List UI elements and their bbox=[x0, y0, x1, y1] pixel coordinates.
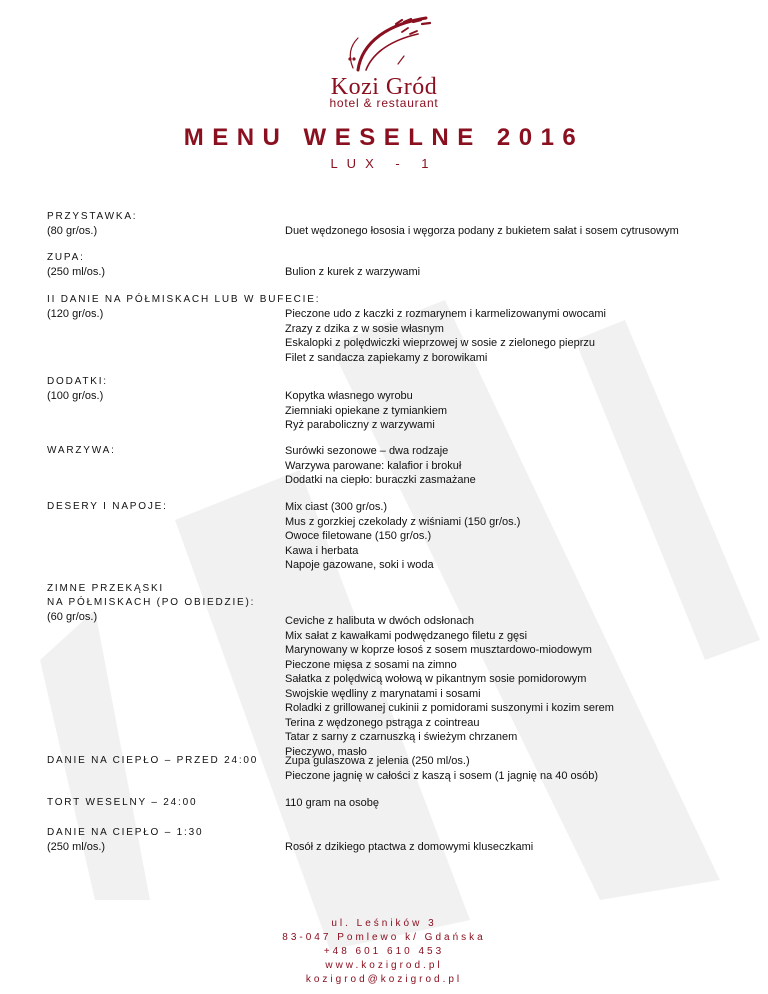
list-item: Warzywa parowane: kalafior i brokuł bbox=[285, 459, 462, 472]
section-title-sides: DODATKI: bbox=[47, 376, 108, 387]
section-items-sides bbox=[285, 389, 745, 433]
section-items-appetizer bbox=[285, 224, 745, 239]
list-item: Filet z sandacza zapiekamy z borowikami bbox=[285, 351, 488, 364]
list-item: Ziemniaki opiekane z tymiankiem bbox=[285, 404, 448, 417]
section-title-vegetables: WARZYWA: bbox=[47, 445, 116, 456]
list-item: Mix sałat z kawałkami podwędzanego filetu z gęsi bbox=[285, 629, 528, 642]
list-item: Pieczywo, masło bbox=[285, 745, 367, 758]
section-portion-soup: (250 ml/os.) bbox=[47, 266, 106, 278]
website-link[interactable]: www.kozigrod.pl bbox=[325, 960, 443, 971]
list-item: Swojskie wędliny z marynatami i sosami bbox=[285, 687, 481, 700]
list-item: Sałatka z polędwicą wołową w pikantnym sosie pomidorowym bbox=[285, 673, 587, 685]
list-item: Mus z gorzkiej czekolady z wiśniami (150 gr/os.) bbox=[285, 515, 521, 528]
address-street: ul. Leśników 3 bbox=[331, 918, 437, 929]
list-item: Pieczone udo z kaczki z rozmarynem i karmelizowanymi owocami bbox=[285, 308, 606, 320]
section-items-cold-appetizers bbox=[285, 614, 745, 759]
section-title-wedding-cake: TORT WESELNY – 24:00 bbox=[47, 797, 198, 808]
phone-number: +48 601 610 453 bbox=[323, 946, 445, 957]
menu-title: MENU WESELNE 2016 bbox=[183, 124, 585, 151]
section-items-wedding-cake bbox=[285, 796, 745, 811]
brand-subtitle: hotel & restaurant bbox=[329, 96, 439, 110]
address-city: 83-047 Pomlewo k/ Gdańska bbox=[282, 932, 486, 943]
section-title-cold-appetizers-line2: NA PÓŁMISKACH (PO OBIEDZIE): bbox=[47, 597, 256, 608]
list-item: Owoce filetowane (150 gr/os.) bbox=[285, 530, 432, 542]
section-portion-sides: (100 gr/os.) bbox=[47, 390, 104, 402]
section-title-hot-dish-before-midnight: DANIE NA CIEPŁO – PRZED 24:00 bbox=[47, 755, 259, 766]
list-item: 110 gram na osobę bbox=[285, 797, 379, 809]
section-title-desserts-drinks: DESERY I NAPOJE: bbox=[47, 501, 168, 512]
list-item: Tatar z sarny z czarnuszką i świeżym chrzanem bbox=[285, 731, 518, 743]
section-portion-hot-dish-late: (250 ml/os.) bbox=[47, 841, 106, 853]
list-item: Mix ciast (300 gr/os.) bbox=[285, 501, 388, 513]
section-items-main-course bbox=[285, 307, 745, 365]
list-item: Napoje gazowane, soki i woda bbox=[285, 559, 434, 571]
section-items-desserts-drinks bbox=[285, 500, 745, 573]
list-item: Terina z wędzonego pstrąga z cointreau bbox=[285, 716, 480, 729]
list-item: Marynowany w koprze łosoś z sosem musztardowo-miodowym bbox=[285, 644, 592, 656]
section-portion-appetizer: (80 gr/os.) bbox=[47, 225, 98, 237]
section-title-cold-appetizers: ZIMNE PRZEKĄSKI bbox=[47, 583, 165, 594]
section-items-hot-dish-before-midnight bbox=[285, 754, 745, 783]
list-item: Bulion z kurek z warzywami bbox=[285, 266, 421, 278]
email-link[interactable]: kozigrod@kozigrod.pl bbox=[305, 974, 463, 985]
list-item: Zupa gulaszowa z jelenia (250 ml/os.) bbox=[285, 755, 470, 767]
section-portion-main-course: (120 gr/os.) bbox=[47, 308, 104, 320]
list-item: Pieczone mięsa z sosami na zimno bbox=[285, 658, 457, 671]
list-item: Pieczone jagnię w całości z kaszą i sosem (1 jagnię na 40 osób) bbox=[285, 769, 599, 782]
list-item: Zrazy z dzika z w sosie własnym bbox=[285, 322, 444, 335]
list-item: Rosół z dzikiego ptactwa z domowymi kluseczkami bbox=[285, 841, 534, 853]
list-item: Ryż paraboliczny z warzywami bbox=[285, 419, 435, 431]
section-title-appetizer: PRZYSTAWKA: bbox=[47, 211, 138, 222]
list-item: Roladki z grillowanej cukinii z pomidorami suszonymi i kozim serem bbox=[285, 702, 614, 714]
list-item: Dodatki na ciepło: buraczki zasmażane bbox=[285, 474, 476, 486]
section-portion-cold-appetizers: (60 gr/os.) bbox=[47, 611, 98, 623]
section-title-soup: ZUPA: bbox=[47, 252, 85, 263]
list-item: Kawa i herbata bbox=[285, 544, 359, 557]
list-item: Ceviche z halibuta w dwóch odsłonach bbox=[285, 615, 474, 627]
section-title-main-course: II DANIE NA PÓŁMISKACH LUB W BUFECIE: bbox=[47, 294, 321, 305]
contact-footer bbox=[0, 917, 768, 987]
list-item: Eskalopki z polędwiczki wieprzowej w sosie z zielonego pieprzu bbox=[285, 337, 595, 349]
brand-name: Kozi Gród bbox=[330, 74, 438, 100]
list-item: Duet wędzonego łososia i węgorza podany z bukietem sałat i sosem cytrusowym bbox=[285, 225, 679, 237]
section-items-vegetables bbox=[285, 444, 745, 488]
list-item: Surówki sezonowe – dwa rodzaje bbox=[285, 445, 449, 457]
menu-subtitle: LUX - 1 bbox=[330, 156, 438, 171]
section-items-hot-dish-late bbox=[285, 840, 745, 855]
section-items-soup bbox=[285, 265, 745, 280]
list-item: Kopytka własnego wyrobu bbox=[285, 390, 413, 402]
section-title-hot-dish-late: DANIE NA CIEPŁO – 1:30 bbox=[47, 827, 204, 838]
